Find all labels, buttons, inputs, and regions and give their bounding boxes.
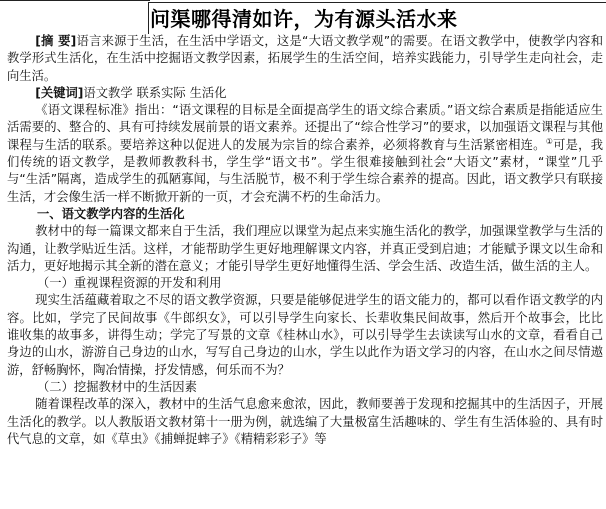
keywords-paragraph <box>7 85 603 102</box>
intro-paragraph <box>7 102 603 206</box>
abstract-label: [摘 要] <box>35 34 77 48</box>
subsection-paragraph-2: 随着课程改革的深入，教材中的生活气息愈来愈浓，因此，教师要善于发现和挖掘其中的生活因子，开展生活化的教学。以人教版语文教材第十一册为例，就选编了大量极富生活趣味的、学生有生活体验的、具有时代气息的文章，如《草虫》《捕蝉捉蟀子》《精精彩彩子》等 <box>7 397 603 446</box>
abstract-text: 语言来源于生活，在生活中学语文，这是“大语文教学观”的需要。在语文教学中，使教学内容和教学形式生活化，在生活中挖掘语文教学因素，拓展学生的生活空间，培养实践能力，引导学生走向社会，走向生活。 <box>7 34 603 83</box>
intro-text-2: 可是，我们传统的语文教学，是教师教教科书，学生学“语文书”。学生很难接触到社会“大语文”素材，“课堂”几乎与“生活”隔离，造成学生的孤陋寡闻，与生活脱节，极不利于学生综合素养的提高。因此，语文教学只有联接生活，才会像生活一样不断掀开新的一页，才会充满不朽的生命活力。 <box>7 137 603 204</box>
subsection-heading-1: （一）重视课程资源的开发和利用 <box>37 276 222 291</box>
subsection-heading-2: （二）挖掘教材中的生活因素 <box>37 379 197 394</box>
keywords-text: 语文教学 联系实际 生活化 <box>83 85 227 100</box>
subsection-paragraph-1: 现实生活蕴藏着取之不尽的语文教学资源，只要是能够促进学生的语文能力的，都可以看作语文教学的内容。比如，学完了民间故事《牛郎织女》，可以引导学生向家长、长辈收集民间故事，然后开个故事会，比比谁收集的故事多，讲得生动；学完了写景的文章《桂林山水》，可以引导学生去读读写山水的文章，看看自己身边的山水，游游自己身边的山水，写写自己身边的山水，学生以此作为语文学习的内容，在山水之间尽情遨游，舒畅胸怀，陶冶情操，抒发情感，何乐而不为？ <box>7 293 603 377</box>
abstract-paragraph <box>7 33 603 85</box>
article-title: 问渠哪得清如许，为有源头活水来 <box>150 7 458 31</box>
footnote-marker: ① <box>545 136 554 146</box>
section-paragraph: 教材中的每一篇课文都来自于生活，我们理应以课堂为起点来实施生活化的教学，加强课堂教学与生活的沟通，让教学贴近生活。这样，才能帮助学生更好地理解课文内容，并真正受到启迪；才能赋予课文以生命和活力，更好地揭示其全新的潜在意义；才能引导学生更好地懂得生活、学会生活、改造生活，做生活的主人。 <box>7 224 603 273</box>
article-body <box>7 33 603 448</box>
keywords-label: [关键词] <box>35 85 84 100</box>
intro-text-1: 《语文课程标准》指出：“语文课程的目标是全面提高学生的语文综合素质。”语文综合素质是指能适应生活需要的、整合的、具有可持续发展前景的语文素养。还提出了“综合性学习”的要求，以加强语文课程与其他课程与生活的联系。要培养这种以促进人的发展为宗旨的综合素养，必须将教育与生活紧密相连。 <box>7 103 603 152</box>
section-heading: 一、语文教学内容的生活化 <box>37 206 185 221</box>
header-rule <box>0 0 150 1</box>
